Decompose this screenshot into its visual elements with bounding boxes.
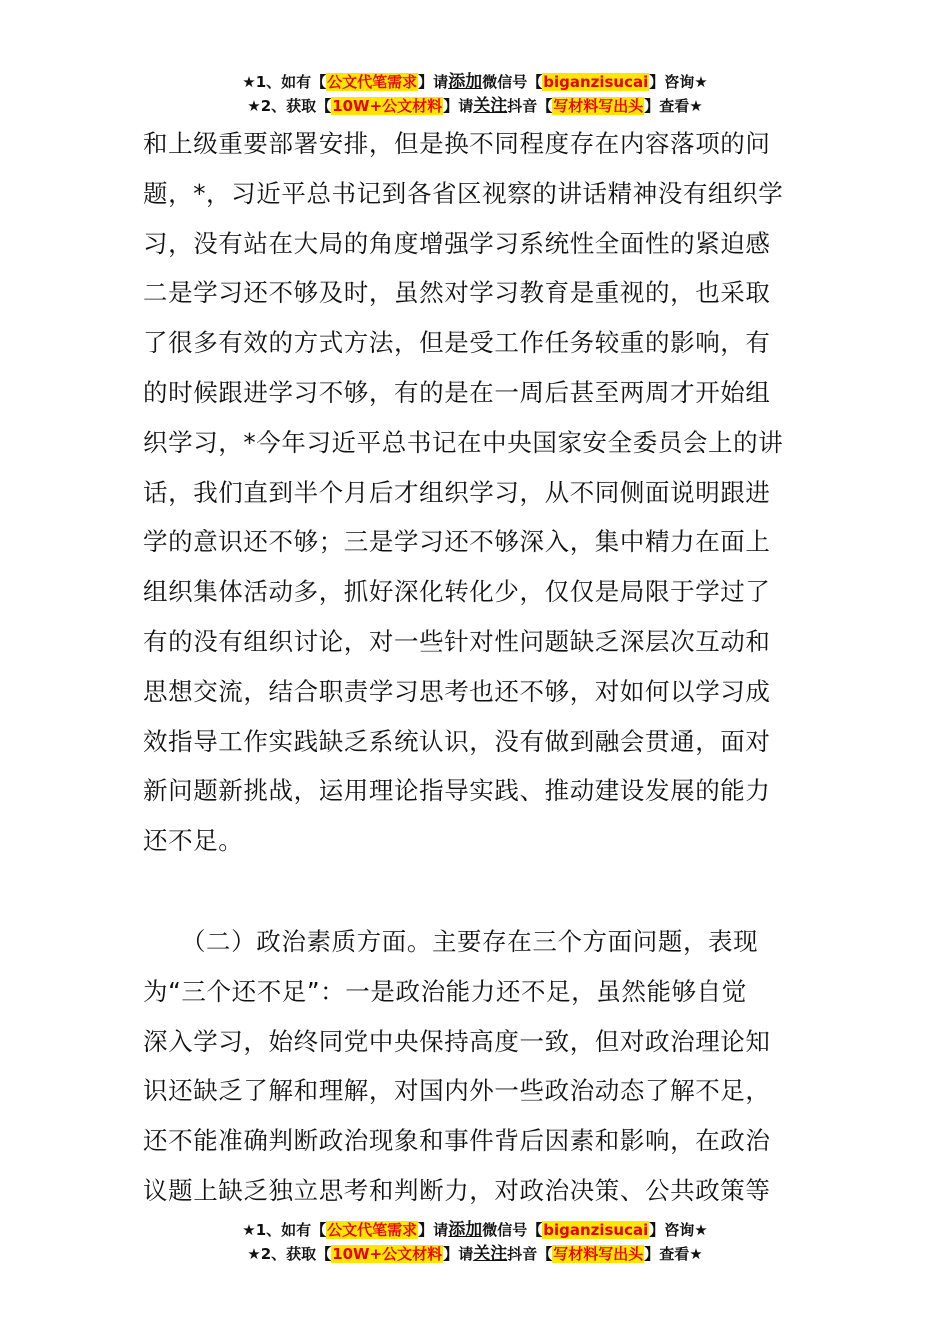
banner-text: 】咨询★	[649, 73, 708, 91]
text-line: 还不能准确判断政治现象和事件背后因素和影响，在政治	[143, 1126, 771, 1156]
text-line: 还不足。	[143, 826, 244, 856]
banner-emphasis: 关注	[473, 1244, 508, 1264]
text-line: 效指导工作实践缺乏系统认识，没有做到融会贯通，面对	[143, 726, 771, 756]
banner-text: ★1、如有【	[242, 73, 327, 91]
banner-text: 】请	[418, 1221, 449, 1239]
text-line: 题，*，习近平总书记到各省区视察的讲话精神没有组织学	[143, 178, 784, 208]
text-line: 新问题新挑战，运用理论指导实践、推动建设发展的能力	[143, 776, 771, 806]
text-line: 议题上缺乏独立思考和判断力，对政治决策、公共政策等	[143, 1175, 771, 1205]
footer-banner	[0, 1218, 950, 1266]
banner-emphasis: 关注	[473, 96, 508, 116]
text-line: 二是学习还不够及时，虽然对学习教育是重视的，也采取	[143, 278, 771, 308]
banner-emphasis: 添加	[448, 72, 483, 92]
banner-text: 】查看★	[644, 1245, 703, 1263]
highlight-materials: 10W+公文材料	[332, 97, 443, 115]
text-line: 学的意识还不够；三是学习还不够深入，集中精力在面上	[143, 527, 771, 557]
text-line: 和上级重要部署安排，但是换不同程度存在内容落项的问	[143, 129, 771, 158]
highlight-douyin-account: 写材料写出头	[553, 1245, 644, 1263]
banner-text: 微信号【	[482, 1221, 543, 1239]
banner-line-1	[0, 70, 950, 94]
paragraph-study-issues	[143, 119, 813, 866]
banner-text: 抖音【	[507, 97, 553, 115]
banner-text: 】请	[443, 1245, 474, 1263]
text-line: 有的没有组织讨论，对一些针对性问题缺乏深层次互动和	[143, 626, 771, 656]
text-line: 为“三个还不足”：一是政治能力还不足，虽然能够自觉	[143, 976, 747, 1006]
banner-text: ★1、如有【	[242, 1221, 327, 1239]
text-line: 了很多有效的方式方法，但是受工作任务较重的影响，有	[143, 328, 771, 358]
banner-text: 】咨询★	[649, 1221, 708, 1239]
text-line: 的时候跟进学习不够，有的是在一周后甚至两周才开始组	[143, 377, 771, 407]
text-line: 话，我们直到半个月后才组织学习，从不同侧面说明跟进	[143, 477, 771, 507]
highlight-service: 公文代笔需求	[327, 73, 418, 91]
banner-text: 抖音【	[507, 1245, 553, 1263]
banner-emphasis: 添加	[448, 1220, 483, 1240]
text-line: 织学习，*今年习近平总书记在中央国家安全委员会上的讲	[143, 427, 784, 457]
banner-text: 微信号【	[482, 73, 543, 91]
banner-line-2	[0, 94, 950, 118]
text-line: 习，没有站在大局的角度增强学习系统性全面性的紧迫感	[143, 228, 771, 258]
header-banner	[0, 70, 950, 118]
text-line: 组织集体活动多，抓好深化转化少，仅仅是局限于学过了	[143, 577, 771, 607]
banner-line-1	[0, 1218, 950, 1242]
highlight-wechat-id: biganzisucai	[543, 73, 649, 91]
banner-text: 】查看★	[644, 97, 703, 115]
banner-text: ★2、获取【	[247, 97, 332, 115]
banner-line-2	[0, 1242, 950, 1266]
banner-text: 】请	[443, 97, 474, 115]
text-line: （二）政治素质方面。主要存在三个方面问题，表现	[143, 927, 759, 956]
text-line: 识还缺乏了解和理解，对国内外一些政治动态了解不足，	[143, 1076, 771, 1106]
highlight-wechat-id: biganzisucai	[543, 1221, 649, 1239]
banner-text: ★2、获取【	[247, 1245, 332, 1263]
text-line: 思想交流，结合职责学习思考也还不够，对如何以学习成	[143, 676, 771, 706]
paragraph-political-quality	[143, 917, 813, 1216]
highlight-materials: 10W+公文材料	[332, 1245, 443, 1263]
banner-text: 】请	[418, 73, 449, 91]
highlight-service: 公文代笔需求	[327, 1221, 418, 1239]
text-line: 深入学习，始终同党中央保持高度一致，但对政治理论知	[143, 1026, 771, 1056]
highlight-douyin-account: 写材料写出头	[553, 97, 644, 115]
